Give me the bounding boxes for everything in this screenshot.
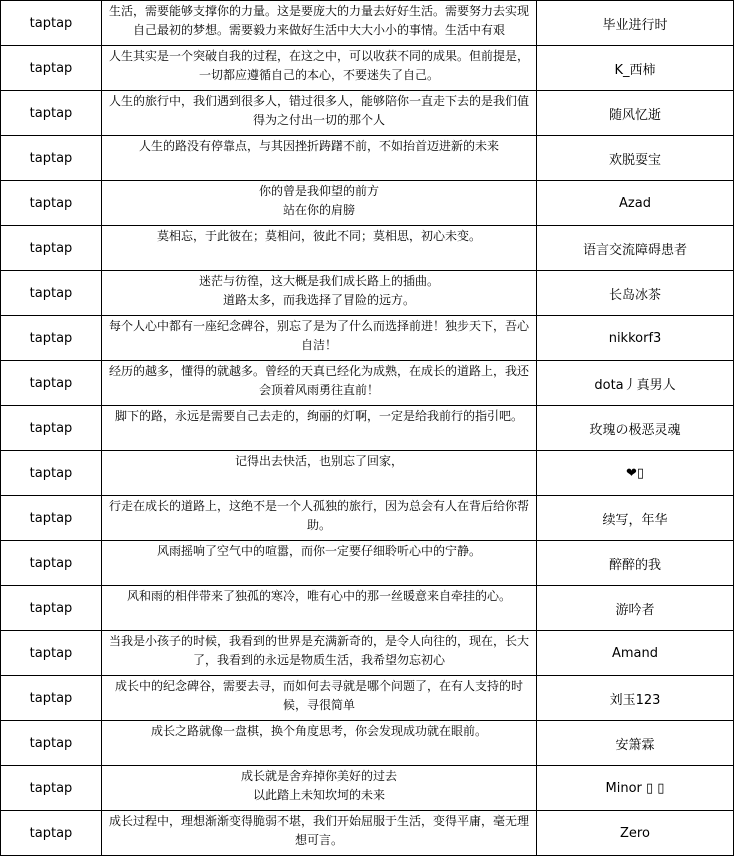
author-cell: 续写，年华	[537, 496, 734, 541]
comments-table-body	[1, 1, 734, 856]
author-cell: K_西柿	[537, 46, 734, 91]
source-cell: taptap	[1, 406, 102, 451]
comment-text: 莫相忘，于此彼在；莫相问，彼此不同；莫相思，初心未变。	[156, 229, 481, 243]
table-row	[1, 46, 734, 91]
comment-text: 风和雨的相伴带来了独孤的寒冷，唯有心中的那一丝暖意来自牵挂的心。	[126, 589, 511, 603]
comment-text-cell	[102, 1, 537, 46]
comment-text-cell	[102, 406, 537, 451]
table-row	[1, 541, 734, 586]
comment-text: 成长就是舍弃掉你美好的过去 以此踏上未知坎坷的未来	[240, 769, 397, 802]
comment-text-cell	[102, 46, 537, 91]
comment-text-cell	[102, 631, 537, 676]
table-row	[1, 1, 734, 46]
comment-text: 成长之路就像一盘棋，换个角度思考，你会发现成功就在眼前。	[150, 724, 487, 738]
comment-text-cell	[102, 811, 537, 856]
comment-text-cell	[102, 721, 537, 766]
comment-text: 记得出去快活，也别忘了回家，	[234, 454, 403, 468]
table-row	[1, 721, 734, 766]
comment-text: 迷茫与彷徨，这大概是我们成长路上的插曲。 道路太多，而我选择了冒险的远方。	[198, 274, 439, 307]
comment-text-cell	[102, 226, 537, 271]
author-cell: 语言交流障碍患者	[537, 226, 734, 271]
author-cell: Minor ▯ ▯	[537, 766, 734, 811]
author-cell: 刘玉123	[537, 676, 734, 721]
table-row	[1, 361, 734, 406]
table-row	[1, 181, 734, 226]
author-cell: 长岛冰茶	[537, 271, 734, 316]
author-cell: 欢脱耍宝	[537, 136, 734, 181]
table-row	[1, 496, 734, 541]
comment-text-cell	[102, 451, 537, 496]
author-cell: 玫瑰の极恶灵魂	[537, 406, 734, 451]
source-cell: taptap	[1, 586, 102, 631]
table-row	[1, 91, 734, 136]
comment-text-cell	[102, 496, 537, 541]
table-row	[1, 766, 734, 811]
comment-text: 人生其实是一个突破自我的过程，在这之中，可以收获不同的成果。但前提是，一切都应遵循自己的本心，不要迷失了自己。	[108, 49, 529, 82]
comment-text: 人生的旅行中，我们遇到很多人，错过很多人，能够陪你一直走下去的是我们值得为之付出一切的那个人	[108, 94, 529, 127]
author-cell: 随风忆逝	[537, 91, 734, 136]
author-cell: Azad	[537, 181, 734, 226]
comment-text-cell	[102, 91, 537, 136]
comment-text: 成长过程中，理想渐渐变得脆弱不堪，我们开始屈服于生活，变得平庸，毫无理想可言。	[108, 814, 529, 847]
comment-text: 人生的路没有停靠点，与其因挫折踌躇不前，不如抬首迈进新的未来	[138, 139, 499, 153]
comment-text: 每个人心中都有一座纪念碑谷，别忘了是为了什么而选择前进！独步天下，吾心自洁！	[108, 319, 529, 352]
author-cell: 醉醉的我	[537, 541, 734, 586]
comment-text: 风雨摇响了空气中的喧嚣，而你一定要仔细聆听心中的宁静。	[156, 544, 481, 558]
source-cell: taptap	[1, 631, 102, 676]
comment-text-cell	[102, 676, 537, 721]
comment-text-cell	[102, 136, 537, 181]
source-cell: taptap	[1, 496, 102, 541]
comment-text: 你的曾是我仰望的前方 站在你的肩膀	[258, 184, 379, 217]
table-row	[1, 406, 734, 451]
source-cell: taptap	[1, 46, 102, 91]
table-row	[1, 676, 734, 721]
comment-text-cell	[102, 541, 537, 586]
author-cell: 安箫霖	[537, 721, 734, 766]
comment-text-cell	[102, 361, 537, 406]
author-cell: Amand	[537, 631, 734, 676]
table-row	[1, 136, 734, 181]
source-cell: taptap	[1, 226, 102, 271]
comment-text-cell	[102, 586, 537, 631]
source-cell: taptap	[1, 811, 102, 856]
source-cell: taptap	[1, 451, 102, 496]
table-row	[1, 271, 734, 316]
author-cell: ❤▯	[537, 451, 734, 496]
comment-text-cell	[102, 766, 537, 811]
comment-text-cell	[102, 271, 537, 316]
comment-text: 脚下的路，永远是需要自己去走的，绚丽的灯啊，一定是给我前行的指引吧。	[114, 409, 523, 423]
table-row	[1, 631, 734, 676]
source-cell: taptap	[1, 676, 102, 721]
table-row	[1, 811, 734, 856]
source-cell: taptap	[1, 1, 102, 46]
comment-text-cell	[102, 181, 537, 226]
source-cell: taptap	[1, 271, 102, 316]
author-cell: 游吟者	[537, 586, 734, 631]
source-cell: taptap	[1, 91, 102, 136]
author-cell: nikkorf3	[537, 316, 734, 361]
author-cell: Zero	[537, 811, 734, 856]
table-row	[1, 226, 734, 271]
table-row	[1, 316, 734, 361]
source-cell: taptap	[1, 721, 102, 766]
source-cell: taptap	[1, 316, 102, 361]
comment-text: 成长中的纪念碑谷，需要去寻，而如何去寻就是哪个问题了，在有人支持的时候，寻很简单	[114, 679, 523, 712]
source-cell: taptap	[1, 181, 102, 226]
comment-text: 经历的越多，懂得的就越多。曾经的天真已经化为成熟，在成长的道路上，我还会顶着风雨勇往直前！	[108, 364, 529, 397]
comment-text-cell	[102, 316, 537, 361]
comment-text: 当我是小孩子的时候，我看到的世界是充满新奇的，是令人向往的，现在，长大了，我看到的永远是物质生活，我希望勿忘初心	[108, 634, 529, 667]
table-row	[1, 451, 734, 496]
source-cell: taptap	[1, 361, 102, 406]
author-cell: dota丿真男人	[537, 361, 734, 406]
author-cell: 毕业进行时	[537, 1, 734, 46]
comment-text: 行走在成长的道路上，这绝不是一个人孤独的旅行，因为总会有人在背后给你帮助。	[108, 499, 529, 532]
source-cell: taptap	[1, 136, 102, 181]
table-row	[1, 586, 734, 631]
comment-text: 生活，需要能够支撑你的力量。这是要庞大的力量去好好生活。需要努力去实现自己最初的梦想。需要毅力来做好生活中大大小小的事情。生活中有艰	[108, 4, 529, 37]
source-cell: taptap	[1, 541, 102, 586]
source-cell: taptap	[1, 766, 102, 811]
